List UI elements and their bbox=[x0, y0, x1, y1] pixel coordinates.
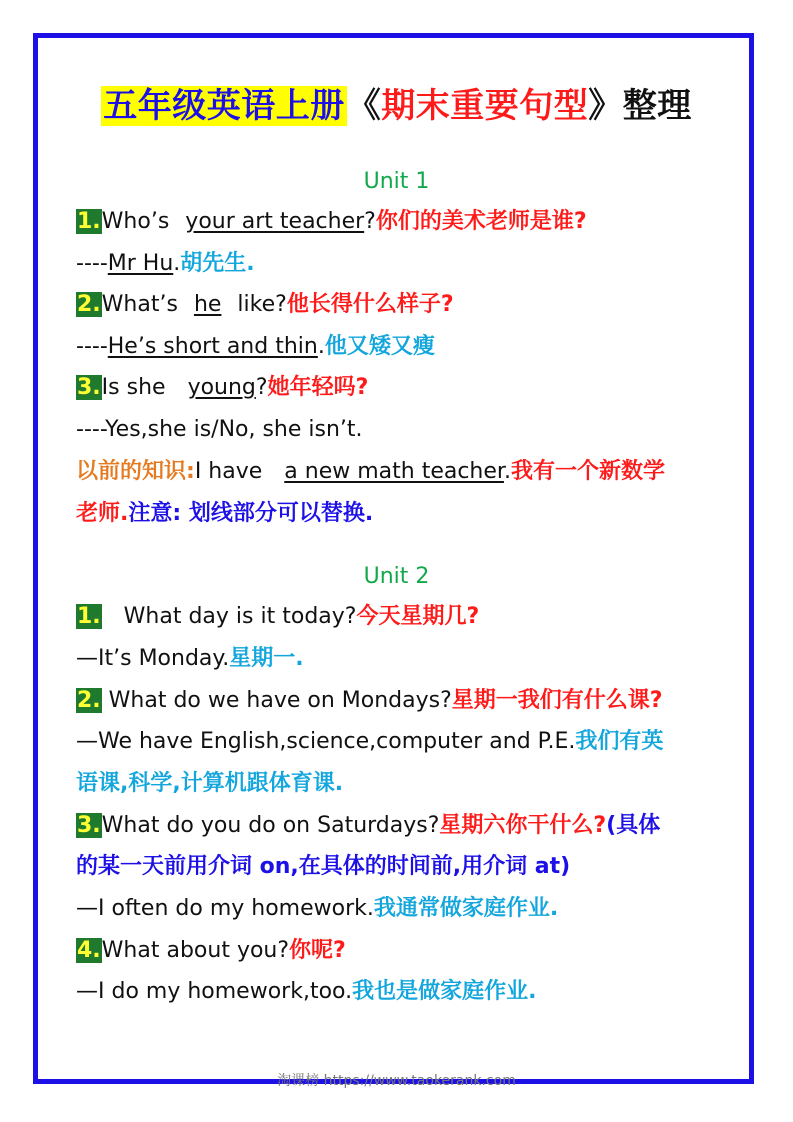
chinese-translation: 他长得什么样子? bbox=[286, 292, 454, 317]
sentence-text: . bbox=[317, 334, 325, 359]
chinese-translation: 他又矮又瘦 bbox=[324, 334, 435, 359]
title-bracket-open: 《 bbox=[346, 86, 382, 126]
chinese-translation: 我有一个新数学 bbox=[510, 459, 665, 484]
chinese-translation: 她年轻吗? bbox=[267, 375, 369, 400]
item-number: 2. bbox=[77, 292, 101, 317]
dash: ---- bbox=[76, 334, 108, 359]
sentence-text: What day is it today? bbox=[123, 604, 357, 629]
grammar-note: (具体 bbox=[606, 813, 661, 838]
underlined-phrase: he bbox=[193, 292, 222, 317]
chinese-translation: 我们有英 bbox=[575, 729, 664, 754]
unit2-answer-2-line-2 bbox=[76, 769, 736, 799]
chinese-translation: 我通常做家庭作业. bbox=[373, 896, 559, 921]
dash: ---- bbox=[76, 251, 108, 276]
chinese-translation: 今天星期几? bbox=[356, 604, 480, 629]
unit1-question-3 bbox=[76, 373, 736, 403]
item-number: 1. bbox=[77, 604, 101, 629]
unit2-answer-1 bbox=[76, 644, 736, 674]
sentence-text: —We have English,science,computer and P.E. bbox=[76, 729, 576, 754]
unit2-heading: Unit 2 bbox=[363, 564, 430, 589]
sentence-text: What about you? bbox=[101, 938, 290, 963]
chinese-translation: 你们的美术老师是谁? bbox=[375, 209, 587, 234]
unit2-answer-3 bbox=[76, 894, 736, 924]
chinese-translation: 语课,科学,计算机跟体育课. bbox=[76, 771, 344, 796]
unit1-question-2 bbox=[76, 290, 736, 320]
page-title bbox=[0, 78, 793, 134]
chinese-translation: 星期六你干什么? bbox=[439, 813, 607, 838]
chinese-translation: 胡先生. bbox=[180, 251, 255, 276]
unit2-question-2 bbox=[76, 686, 736, 716]
unit2-question-1 bbox=[76, 602, 736, 632]
unit2-question-3-note bbox=[76, 852, 736, 882]
unit2-answer-4 bbox=[76, 977, 736, 1007]
underlined-phrase: your art teacher bbox=[185, 209, 365, 234]
underlined-phrase: He’s short and thin bbox=[107, 334, 318, 359]
chinese-translation: 老师. bbox=[76, 501, 129, 526]
chinese-translation: 你呢? bbox=[289, 938, 346, 963]
item-number: 1. bbox=[77, 209, 101, 234]
title-topic: 期末重要句型 bbox=[381, 86, 589, 126]
sentence-text: ----Yes,she is/No, she isn’t. bbox=[76, 417, 363, 442]
sentence-text: ? bbox=[364, 209, 376, 234]
sentence-text: —It’s Monday. bbox=[76, 646, 230, 671]
note-tip: 注意: 划线部分可以替换. bbox=[128, 501, 374, 526]
grammar-note: 的某一天前用介词 on,在具体的时间前,用介词 at) bbox=[76, 854, 571, 879]
underlined-phrase: a new math teacher bbox=[284, 459, 504, 484]
unit1-heading: Unit 1 bbox=[363, 169, 430, 194]
unit1-answer-2 bbox=[76, 332, 736, 362]
item-number: 3. bbox=[77, 813, 101, 838]
underlined-phrase: Mr Hu bbox=[107, 251, 174, 276]
unit2-question-3 bbox=[76, 811, 736, 841]
sentence-text: . bbox=[503, 459, 511, 484]
sentence-text: What do you do on Saturdays? bbox=[101, 813, 440, 838]
chinese-translation: 星期一我们有什么课? bbox=[451, 688, 663, 713]
sentence-text: Is she bbox=[101, 375, 166, 400]
underlined-phrase: young bbox=[187, 375, 256, 400]
chinese-translation: 星期一. bbox=[229, 646, 304, 671]
chinese-translation: 我也是做家庭作业. bbox=[352, 979, 537, 1004]
unit1-note-line-1 bbox=[76, 457, 736, 487]
title-suffix: 整理 bbox=[622, 86, 692, 126]
title-bracket-close: 》 bbox=[588, 86, 623, 126]
unit1-note-line-2 bbox=[76, 499, 736, 529]
sentence-text: ? bbox=[255, 375, 268, 400]
note-label: 以前的知识: bbox=[76, 459, 195, 484]
unit1-answer-1 bbox=[76, 249, 736, 279]
title-grade: 五年级英语上册 bbox=[103, 86, 345, 126]
item-number: 2. bbox=[77, 688, 101, 713]
sentence-text: . bbox=[173, 251, 181, 276]
sentence-text: —I often do my homework. bbox=[76, 896, 374, 921]
sentence-text: Who’s bbox=[101, 209, 170, 234]
sentence-text: I have bbox=[194, 459, 263, 484]
unit2-question-4 bbox=[76, 936, 736, 966]
unit1-answer-3 bbox=[76, 415, 736, 445]
unit2-answer-2-line-1 bbox=[76, 727, 736, 757]
footer-watermark: 淘课榜 https://www.taokerank.com bbox=[277, 1073, 516, 1089]
item-number: 3. bbox=[77, 375, 101, 400]
unit1-question-1 bbox=[76, 207, 736, 237]
sentence-text: like? bbox=[237, 292, 287, 317]
sentence-text: What’s bbox=[101, 292, 178, 317]
item-number: 4. bbox=[77, 938, 101, 963]
sentence-text: —I do my homework,too. bbox=[76, 979, 353, 1004]
sentence-text: What do we have on Mondays? bbox=[108, 688, 452, 713]
